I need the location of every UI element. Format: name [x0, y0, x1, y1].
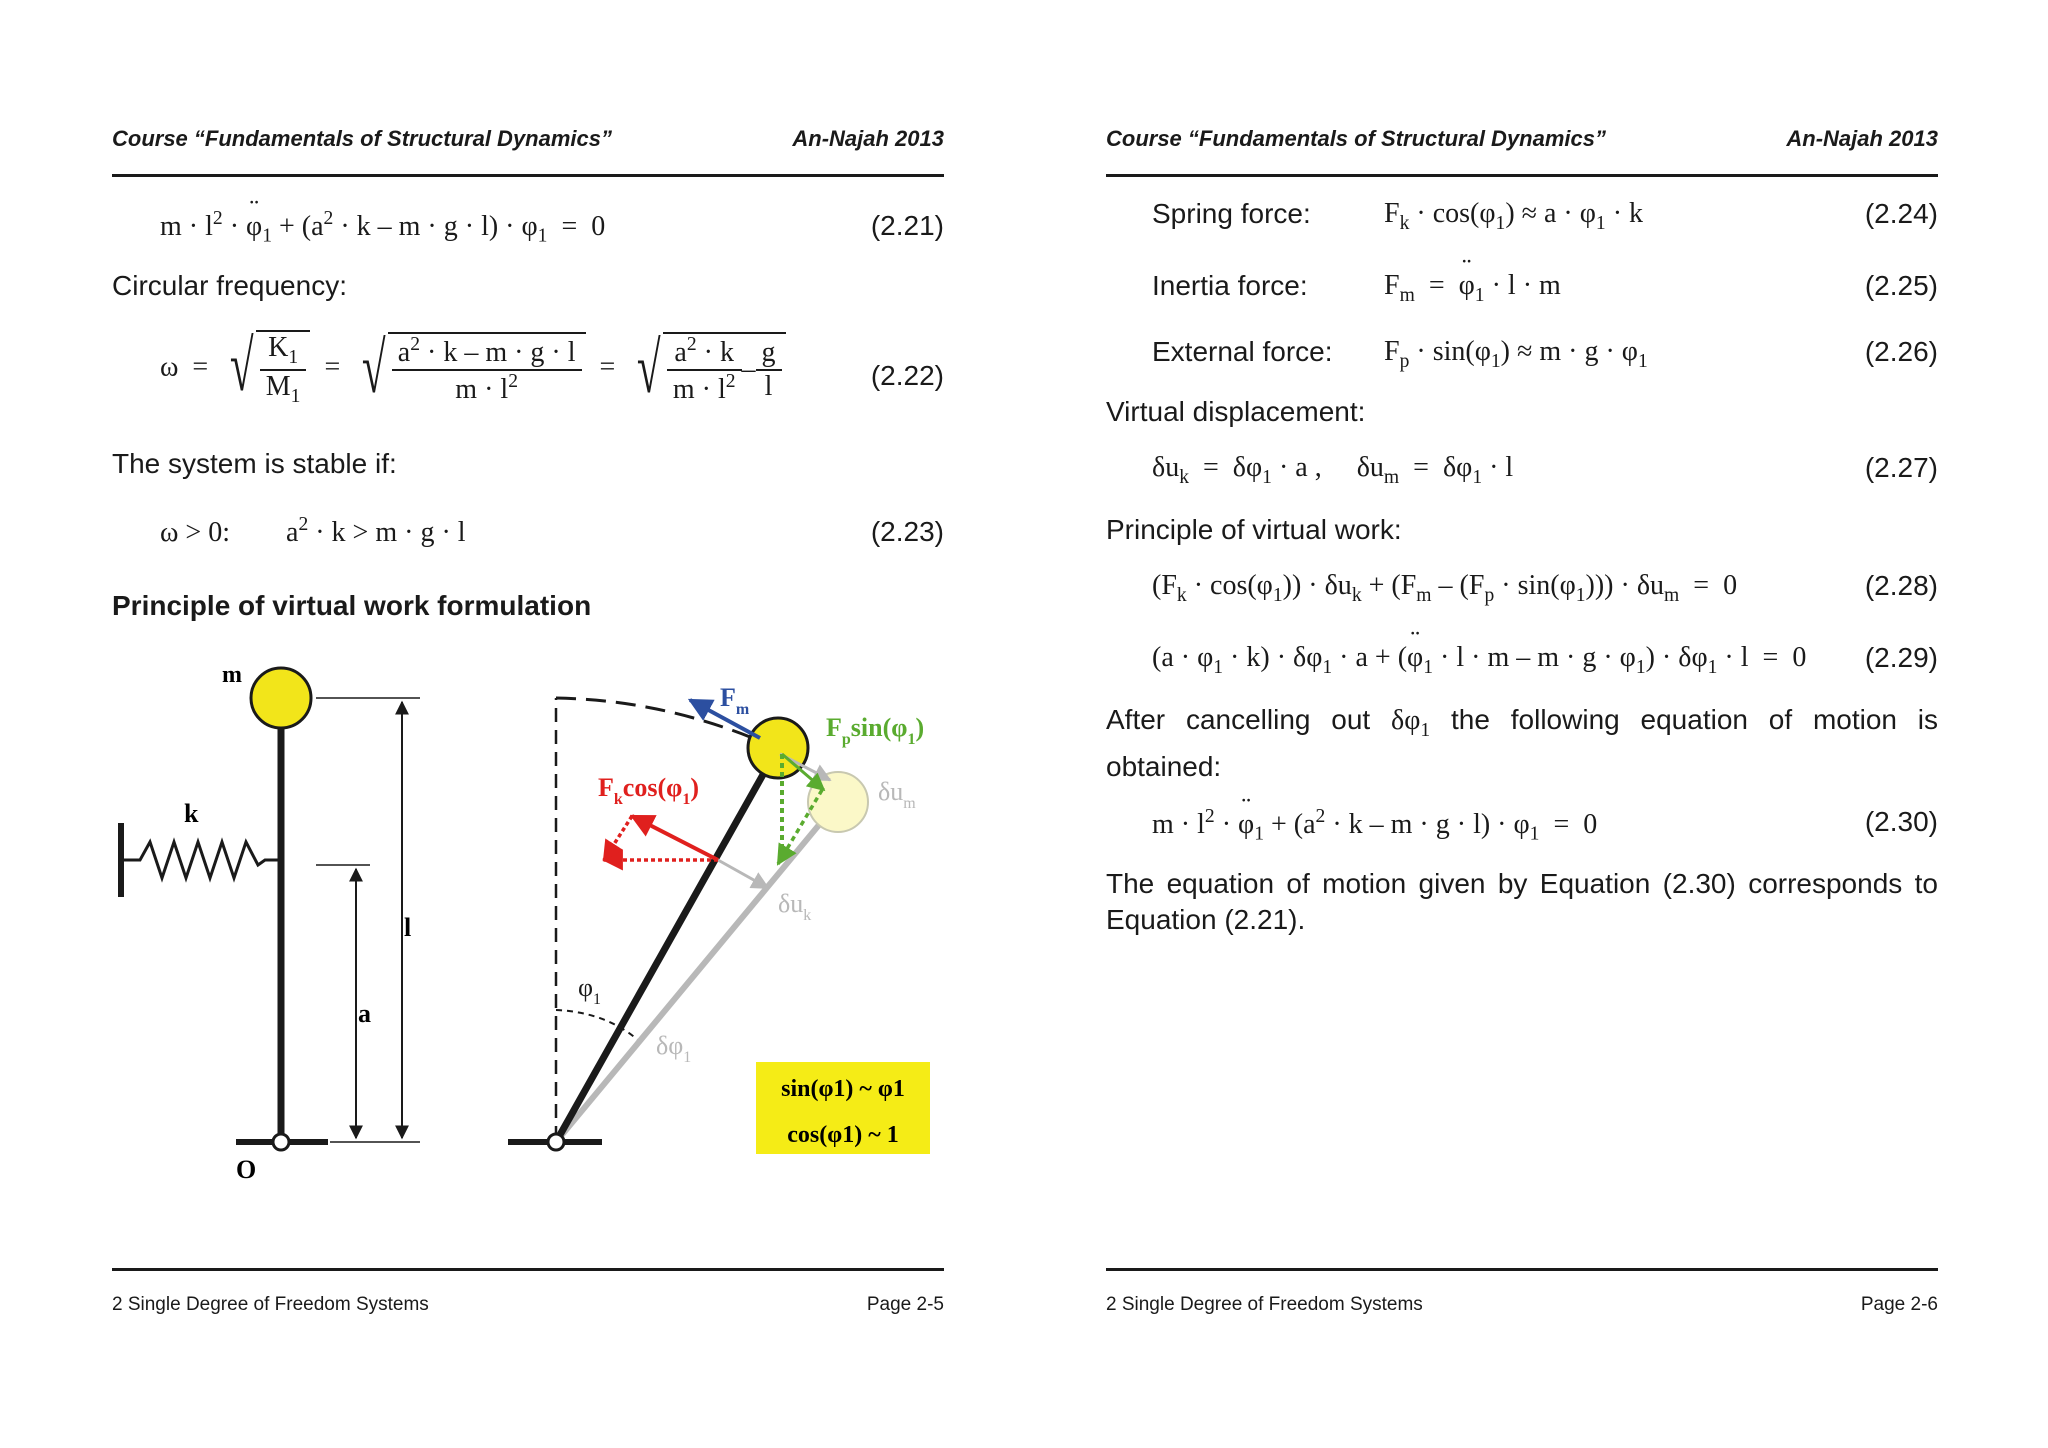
stable-condition-label: The system is stable if: — [112, 448, 397, 479]
header-year: An-Najah 2013 — [1786, 126, 1938, 151]
equation-2-29: $(a \cdot \varphi_1 \cdot k) \cdot \delta\varphi_1 \cdot a$ + (¨ $\varphi_1 \cdot l \cdot m - m \cdot g \cdot \varphi_1) \cdot \delta\varphi_1 \cdot l = 0$ — [1152, 642, 1806, 679]
origin-label: O — [236, 1155, 257, 1184]
hinge — [273, 1134, 289, 1150]
page-header — [1106, 122, 1938, 154]
equation-number: (2.22) — [870, 360, 944, 391]
equation-number: (2.25) — [1864, 270, 1938, 301]
footer-chapter: 2 Single Degree of Freedom Systems — [1106, 1294, 1423, 1315]
approx-cos: cos(φ1) ~ 1 — [787, 1122, 899, 1148]
deflected-pendulum — [508, 683, 930, 1154]
equation-2-25: $F_m$ = ¨ $\varphi_1 \cdot l \cdot m$ — [1384, 270, 1561, 307]
equation-number: (2.28) — [1864, 570, 1938, 601]
equation-2-27: $\delta u_k = \delta\varphi_1 \cdot a$ , $\delta u_m = \delta\varphi_1 \cdot l$ — [1152, 452, 1514, 488]
equation-number: (2.26) — [1864, 336, 1938, 367]
delta-uk-arrow — [718, 860, 768, 888]
circular-frequency-label: Circular frequency: — [112, 270, 347, 301]
conclusion-paragraph: The equation of motion given by Equation (2.30) corresponds to Equation (2.21). — [1106, 868, 1938, 935]
inertia-force-label: $F_m$ — [720, 683, 750, 718]
footer-rule — [1106, 1268, 1938, 1271]
mass-ball — [251, 668, 311, 728]
rest-pendulum — [121, 662, 420, 1184]
header-rule — [1106, 174, 1938, 177]
footer-chapter: 2 Single Degree of Freedom Systems — [112, 1294, 429, 1315]
equation-2-21: $m \cdot l^2$ · ¨ $\varphi_1 + (a^2 \cdot k - m \cdot g \cdot l) \cdot \varphi_1 = 0$ — [160, 208, 605, 248]
delta-um-label: $\delta u_m$ — [878, 777, 916, 812]
spring-force-label: $F_k\cos(\varphi_1)$ — [598, 773, 700, 808]
spring-label: k — [184, 799, 199, 828]
equation-2-24: $F_k \cdot \cos(\varphi_1) \approx a \cdot \varphi_1 \cdot k$ — [1384, 198, 1644, 234]
page-number: Page 2-5 — [866, 1294, 944, 1315]
equation-2-30: $m \cdot l^2$ · ¨ $\varphi_1 + (a^2 \cdot k - m \cdot g \cdot l) \cdot \varphi_1 = 0$ — [1152, 806, 1597, 846]
external-force-label: $F_p\sin(\varphi_1)$ — [826, 713, 925, 748]
equation-number: (2.24) — [1864, 198, 1938, 229]
header-year: An-Najah 2013 — [792, 126, 944, 151]
course-title: Course “Fundamentals of Structural Dynamics” — [112, 126, 612, 151]
spring-force-label: Spring force: — [1152, 198, 1311, 229]
spring-force-arrow — [632, 816, 718, 860]
delta-uk-label: $\delta u_k$ — [778, 889, 812, 924]
angle-label: $\varphi_1$ — [578, 973, 602, 1008]
equation-number: (2.30) — [1864, 806, 1938, 837]
inertia-force-label: Inertia force: — [1152, 270, 1308, 301]
external-force-label: External force: — [1152, 336, 1333, 367]
cancel-paragraph: After cancelling out $\delta\varphi_1$ the following equation of motion is obtained: — [1106, 704, 1939, 782]
course-title: Course “Fundamentals of Structural Dynamics” — [1106, 126, 1606, 151]
virtual-mass — [808, 772, 868, 832]
equation-number: (2.29) — [1864, 642, 1938, 673]
equation-2-22: ω = √ $\frac{K_1}{M_1}$ = √ $\frac{a^2 \cdot k - m \cdot g \cdot l}{m \cdot l^2}$ = √ $\frac{a^2 \cdot k}{m \cdot l^2}$ – $\frac{g}{l}$ — [160, 330, 786, 408]
equation-2-26: $F_p \cdot \sin(\varphi_1) \approx m \cdot g \cdot \varphi_1$ — [1384, 336, 1648, 372]
right-page — [1106, 0, 1938, 1448]
page-number: Page 2-6 — [1860, 1294, 1938, 1315]
virtual-displacement-label: Virtual displacement: — [1106, 396, 1366, 427]
delta-angle-label: $\delta\varphi_1$ — [656, 1031, 692, 1066]
principle-label: Principle of virtual work: — [1106, 514, 1402, 545]
equation-number: (2.27) — [1864, 452, 1938, 483]
equation-number: (2.23) — [870, 516, 944, 547]
section-title: Principle of virtual work formulation — [112, 590, 592, 621]
spring — [121, 842, 279, 878]
equation-2-23: ω > 0: $a^2 \cdot k > m \cdot g \cdot l$ — [160, 514, 466, 548]
deflected-rod — [556, 748, 778, 1142]
equation-number: (2.21) — [870, 210, 944, 241]
equation-2-28: $(F_k \cdot \cos(\varphi_1)) \cdot \delta u_k + (F_m - (F_p \cdot \sin(\varphi_1))) \cdot \delta u_m = 0$ — [1152, 570, 1738, 606]
length-l-label: l — [404, 913, 412, 942]
mass-label: m — [222, 662, 242, 688]
approx-sin: sin(φ1) ~ φ1 — [781, 1076, 905, 1102]
length-a-label: a — [358, 999, 371, 1028]
